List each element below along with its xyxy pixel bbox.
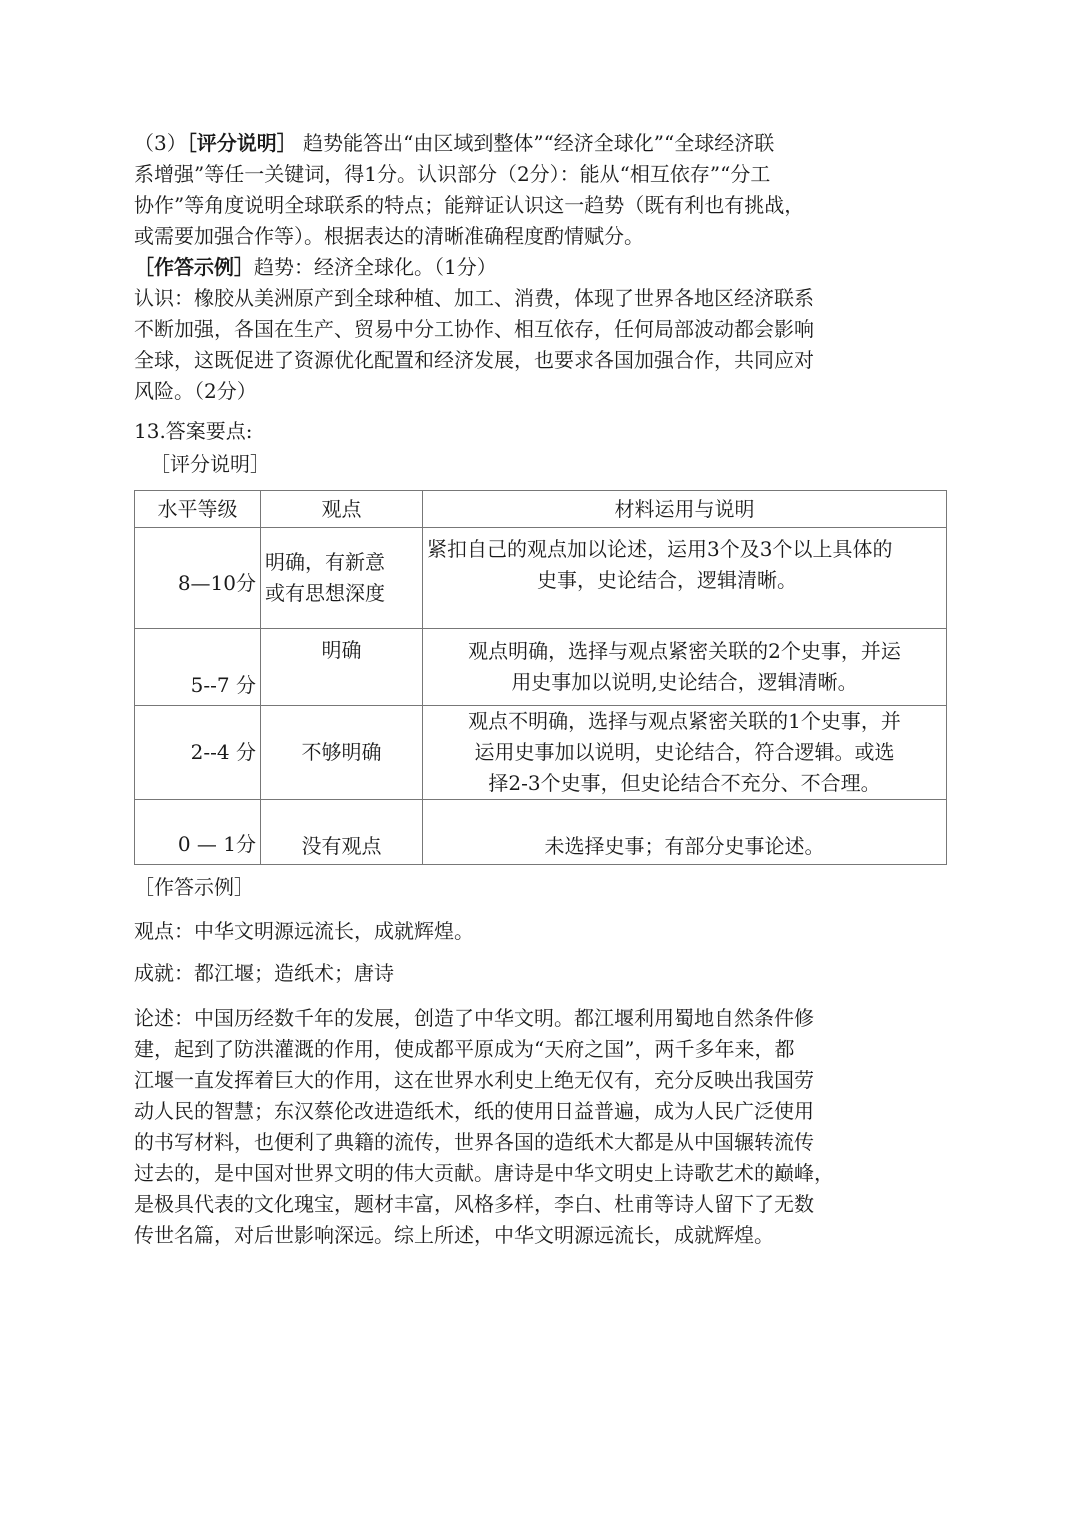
argument-line: 建，起到了防洪灌溉的作用，使成都平原成为“天府之国”，两千多年来，都 bbox=[134, 1037, 795, 1061]
q13-heading-text: 13.答案要点: bbox=[134, 419, 253, 443]
row-level: 5--7 分 bbox=[135, 629, 261, 706]
row-desc bbox=[423, 528, 947, 629]
example-text: 不断加强，各国在生产、贸易中分工协作、相互依存，任何局部波动都会影响 bbox=[134, 317, 814, 341]
q13-rubric-title bbox=[150, 449, 930, 480]
argument bbox=[134, 1003, 914, 1251]
argument-line: 传世名篇，对后世影响深远。综上所述，中华文明源远流长，成就辉煌。 bbox=[134, 1223, 774, 1247]
header-desc: 材料运用与说明 bbox=[423, 491, 947, 528]
argument-line: 江堰一直发挥着巨大的作用，这在世界水利史上绝无仅有，充分反映出我国劳 bbox=[134, 1068, 814, 1092]
row-desc-line: 史事，史论结合，逻辑清晰。 bbox=[537, 568, 797, 592]
row-desc bbox=[423, 706, 947, 800]
table-header-row bbox=[135, 491, 947, 528]
row-view-line: 或有思想深度 bbox=[265, 581, 385, 605]
q13-example-title bbox=[134, 872, 914, 903]
row-view bbox=[261, 629, 423, 706]
example-text: 风险。（2分） bbox=[134, 379, 257, 403]
row-view bbox=[261, 706, 423, 800]
row-desc-line: 运用史事加以说明，史论结合，符合逻辑。或选 bbox=[474, 740, 895, 764]
example-tag: ［作答示例］ bbox=[134, 255, 254, 279]
row-desc-line: 用史事加以说明,史论结合，逻辑清晰。 bbox=[511, 670, 858, 694]
row-desc-line: 观点不明确，选择与观点紧密关联的1个史事，并 bbox=[468, 709, 901, 733]
row-desc-line: 未选择史事；有部分史事论述。 bbox=[544, 834, 825, 858]
example-text: 全球，这既促进了资源优化配置和经济发展，也要求各国加强合作，共同应对 bbox=[134, 348, 814, 372]
table-row bbox=[135, 528, 947, 629]
rubric-text: 系增强”等任一关键词，得1分。认识部分（2分）：能从“相互依存”“分工 bbox=[134, 162, 771, 186]
row-desc bbox=[423, 800, 947, 865]
header-view: 观点 bbox=[261, 491, 423, 528]
rubric-text: 趋势能答出“由区域到整体”“经济全球化”“全球经济联 bbox=[303, 131, 775, 155]
example-text: 认识：橡胶从美洲原产到全球种植、加工、消费，体现了世界各地区经济联系 bbox=[134, 286, 814, 310]
row-view-line: 明确 bbox=[321, 638, 362, 662]
section-3 bbox=[134, 128, 914, 407]
rubric-tag: ［评分说明］ bbox=[186, 131, 297, 155]
example-trend: 趋势：经济全球化。（1分） bbox=[254, 255, 497, 279]
row-view-line: 没有观点 bbox=[301, 834, 382, 858]
table-row bbox=[135, 629, 947, 706]
q13-heading bbox=[134, 416, 914, 447]
argument-line: 动人民的智慧；东汉蔡伦改进造纸术，纸的使用日益普遍，成为人民广泛使用 bbox=[134, 1099, 814, 1123]
row-level: 8—10分 bbox=[135, 528, 261, 629]
row-desc-line: 观点明确，选择与观点紧密关联的2个史事，并运 bbox=[468, 639, 901, 663]
viewpoint bbox=[134, 916, 914, 947]
rubric-text: 或需要加强合作等）。根据表达的清晰准确程度酌情赋分。 bbox=[134, 224, 644, 248]
viewpoint-text: 观点：中华文明源远流长，成就辉煌。 bbox=[134, 919, 474, 943]
argument-line: 是极具代表的文化瑰宝，题材丰富，风格多样，李白、杜甫等诗人留下了无数 bbox=[134, 1192, 814, 1216]
argument-line: 过去的，是中国对世界文明的伟大贡献。唐诗是中华文明史上诗歌艺术的巅峰， bbox=[134, 1161, 834, 1185]
row-view-line: 不够明确 bbox=[301, 740, 382, 764]
achievement bbox=[134, 958, 914, 989]
header-level: 水平等级 bbox=[135, 491, 261, 528]
row-view bbox=[261, 528, 423, 629]
row-desc-line: 择2-3个史事，但史论结合不充分、不合理。 bbox=[488, 771, 881, 795]
argument-line: 论述：中国历经数千年的发展，创造了中华文明。都江堰利用蜀地自然条件修 bbox=[134, 1006, 814, 1030]
row-desc bbox=[423, 629, 947, 706]
example-trend-line bbox=[134, 252, 914, 283]
rubric-table bbox=[134, 490, 947, 865]
section-3-line-1 bbox=[134, 128, 914, 159]
row-desc-line: 紧扣自己的观点加以论述，运用3个及3个以上具体的 bbox=[427, 537, 893, 561]
argument-line: 的书写材料，也便利了典籍的流传，世界各国的造纸术大都是从中国辗转流传 bbox=[134, 1130, 814, 1154]
table-row bbox=[135, 800, 947, 865]
table-row bbox=[135, 706, 947, 800]
q13-rubric-title-text: ［评分说明］ bbox=[150, 452, 270, 476]
row-level: 0 — 1分 bbox=[135, 800, 261, 865]
section-3-label: （3） bbox=[134, 131, 187, 155]
achievement-text: 成就：都江堰；造纸术；唐诗 bbox=[134, 961, 394, 985]
rubric-text: 协作”等角度说明全球联系的特点；能辩证认识这一趋势（既有利也有挑战， bbox=[134, 193, 805, 217]
row-view-line: 明确，有新意 bbox=[265, 550, 385, 574]
row-view bbox=[261, 800, 423, 865]
row-level: 2--4 分 bbox=[135, 706, 261, 800]
q13-example-title-text: ［作答示例］ bbox=[134, 875, 254, 899]
